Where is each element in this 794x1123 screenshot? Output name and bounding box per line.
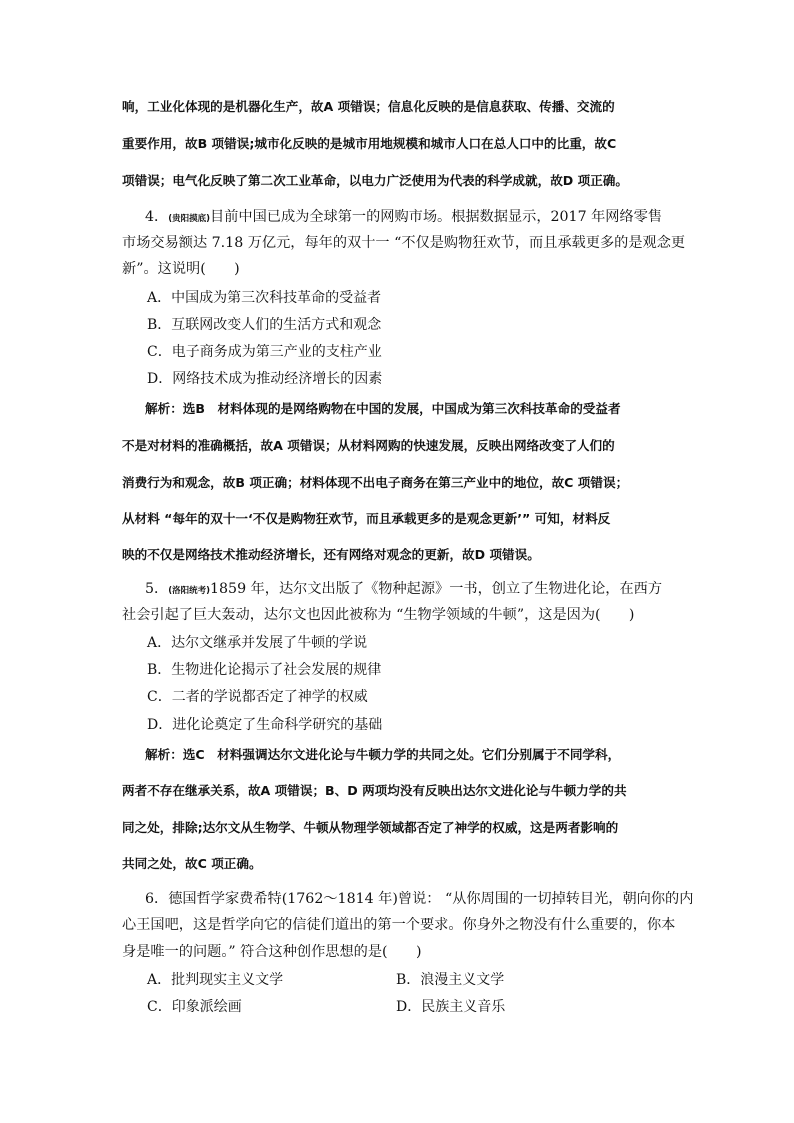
- question-stem-line: 新”。这说明( ): [122, 261, 240, 277]
- question-stem-line: 市场交易额达 7.18 万亿元，每年的双十一 “不仅是购物狂欢节，而且承载更多的是观念更: [122, 235, 686, 251]
- option-d: D．进化论奠定了生命科学研究的基础: [147, 717, 383, 733]
- explanation-line: 解析：选C 材料强调达尔文进化论与牛顿力学的共同之处。它们分别属于不同学科，: [145, 747, 621, 762]
- option-b: B．互联网改变人们的生活方式和观念: [147, 317, 382, 333]
- question-stem-text: 1859 年，达尔文出版了《物种起源》一书，创立了生物进化论，在西方: [210, 581, 663, 597]
- explanation-line: 两者不存在继承关系，故A 项错误；B、D 两项均没有反映出达尔文进化论与牛顿力学的共: [122, 783, 627, 798]
- option-d: D．网络技术成为推动经济增长的因素: [147, 371, 383, 387]
- option-b: B．浪漫主义文学: [396, 972, 505, 988]
- question-6-stem-first-line: 6．德国哲学家费希特(1762～1814 年)曾说： “从你周围的一切掉转目光，朝向你的内: [145, 891, 694, 907]
- explanation-line: 项错误；电气化反映了第二次工业革命，以电力广泛使用为代表的科学成就，故D 项正确。: [122, 173, 628, 188]
- question-stem-line: 心王国吧，这是哲学向它的信徒们道出的第一个要求。你身外之物没有什么重要的，你本: [122, 917, 676, 933]
- explanation-line: 共同之处，故C 项正确。: [122, 856, 262, 871]
- explanation-line: 同之处，排除;达尔文从生物学、牛顿从物理学领域都否定了神学的权威，这是两者影响的: [122, 820, 619, 835]
- question-number: 4．: [145, 209, 169, 225]
- question-stem-line: 社会引起了巨大轰动，达尔文也因此被称为 “生物学领域的牛顿”，这是因为( ): [122, 607, 635, 623]
- explanation-line: 不是对材料的准确概括，故A 项错误；从材料网购的快速发展，反映出网络改变了人们的: [122, 438, 615, 453]
- question-stem-line: 身是唯一的问题。” 符合这种创作思想的是( ): [122, 944, 422, 960]
- explanation-line: 映的不仅是网络技术推动经济增长，还有网络对观念的更新，故D 项错误。: [122, 547, 540, 562]
- option-c: C．印象派绘画: [147, 999, 242, 1015]
- question-4-stem-first-line: [145, 208, 662, 228]
- question-number: 5．: [145, 581, 169, 597]
- option-c: C．电子商务成为第三产业的支柱产业: [147, 344, 382, 360]
- explanation-line: 从材料 “每年的双十一‘不仅是购物狂欢节，而且承载更多的是观念更新’” 可知，材料反: [122, 511, 611, 526]
- option-c: C．二者的学说都否定了神学的权威: [147, 689, 368, 705]
- option-d: D．民族主义音乐: [396, 999, 506, 1015]
- explanation-line: 解析：选B 材料体现的是网络购物在中国的发展，中国成为第三次科技革命的受益者: [145, 401, 621, 416]
- question-5-stem-first-line: [145, 580, 662, 600]
- question-source-tag: (洛阳统考): [168, 586, 210, 596]
- question-source-tag: (贵阳摸底): [168, 214, 210, 224]
- explanation-line: 响，工业化体现的是机器化生产，故A 项错误；信息化反映的是信息获取、传播、交流的: [122, 99, 615, 114]
- question-stem-text: 目前中国已成为全球第一的网购市场。根据数据显示，2017 年网络零售: [210, 209, 663, 225]
- option-a: A．中国成为第三次科技革命的受益者: [147, 290, 382, 306]
- option-a: A．达尔文继承并发展了牛顿的学说: [147, 635, 368, 651]
- option-b: B．生物进化论揭示了社会发展的规律: [147, 662, 382, 678]
- option-a: A．批判现实主义文学: [147, 972, 284, 988]
- explanation-line: 消费行为和观念，故B 项正确；材料体现不出电子商务在第三产业中的地位，故C 项错误；: [122, 475, 629, 490]
- explanation-line: 重要作用，故B 项错误;城市化反映的是城市用地规模和城市人口在总人口中的比重，故C: [122, 136, 617, 151]
